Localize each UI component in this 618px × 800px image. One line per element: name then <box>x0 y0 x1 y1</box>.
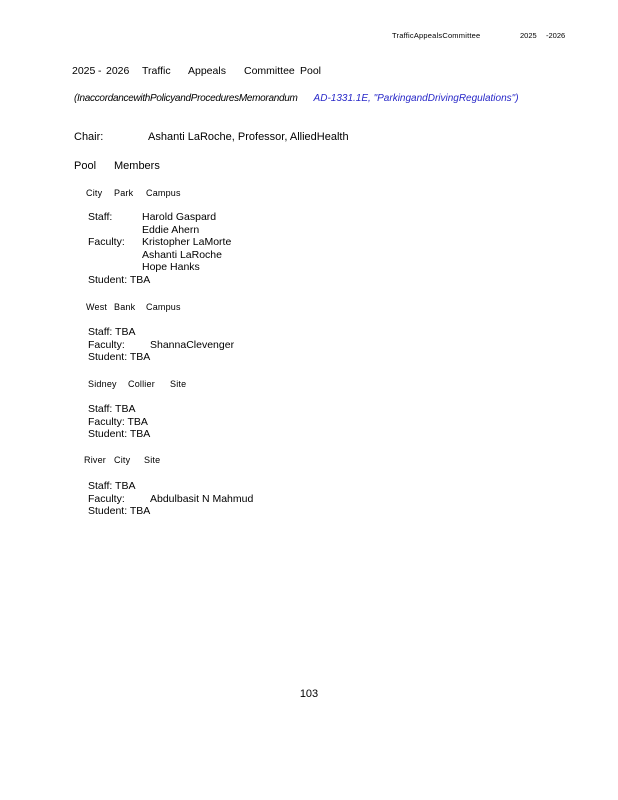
member-name: Eddie Ahern <box>142 223 200 236</box>
member-role-label: Student: TBA <box>88 273 151 286</box>
policy-memo-link[interactable]: AD-1331.1E, "ParkingandDrivingRegulations") <box>313 93 519 104</box>
member-block-river-city <box>88 480 253 518</box>
campus-heading-west-bank <box>86 302 181 312</box>
member-role-label: Student: TBA <box>88 351 151 364</box>
member-name: Ashanti LaRoche <box>142 248 222 261</box>
member-role-label: Staff: TBA <box>88 403 136 415</box>
campus-name-part1: City <box>86 188 103 198</box>
member-name: ShannaClevenger <box>150 338 235 351</box>
member-block-west-bank <box>88 326 234 364</box>
list-item <box>88 211 231 224</box>
running-header-year-end: -2026 <box>546 31 566 40</box>
campus-name-part1: West <box>86 302 108 312</box>
title-year-end: 2026 <box>106 65 130 77</box>
title-word-traffic: Traffic <box>142 65 171 77</box>
campus-name-part1: Sidney <box>88 379 117 389</box>
member-role-label: Staff: <box>88 211 113 223</box>
running-header-title: TrafficAppealsCommittee <box>392 31 481 40</box>
member-role-label: Faculty: <box>88 492 125 505</box>
member-name: Abdulbasit N Mahmud <box>150 492 254 505</box>
campus-name-part3: Campus <box>146 302 181 312</box>
list-item <box>88 351 234 364</box>
member-role-label: Staff: TBA <box>88 480 136 492</box>
member-role-label: Faculty: <box>88 236 125 249</box>
member-name: Kristopher LaMorte <box>142 236 232 249</box>
list-item <box>88 339 234 352</box>
policy-memo-text: (InaccordancewithPolicyandProceduresMemorandum <box>74 93 298 104</box>
member-name: Hope Hanks <box>142 261 200 274</box>
campus-name-part2: Park <box>114 188 134 198</box>
campus-name-part1: River <box>84 455 107 465</box>
list-item <box>88 416 150 429</box>
campus-name-part2: Collier <box>128 379 155 389</box>
title-year-start: 2025 <box>72 65 96 77</box>
list-item <box>88 236 231 249</box>
running-header <box>0 31 618 45</box>
list-item <box>88 274 231 287</box>
list-item <box>88 480 253 493</box>
list-item <box>88 505 253 518</box>
campus-name-part3: Campus <box>146 188 181 198</box>
member-role-label: Faculty: TBA <box>88 415 148 428</box>
chair-row <box>74 131 349 143</box>
list-item <box>88 224 231 237</box>
pool-heading-word-members: Members <box>114 160 160 172</box>
list-item <box>88 261 231 274</box>
pool-heading-word-pool: Pool <box>74 160 97 172</box>
campus-heading-city-park <box>86 188 181 198</box>
member-role-label: Student: TBA <box>88 505 151 518</box>
title-word-pool: Pool <box>300 65 322 77</box>
member-role-label: Staff: TBA <box>88 326 136 338</box>
member-name: Harold Gaspard <box>142 211 217 223</box>
list-item <box>88 493 253 506</box>
policy-memo-line <box>74 93 594 104</box>
pool-members-heading <box>74 160 160 172</box>
page-title <box>72 65 552 77</box>
list-item <box>88 403 150 416</box>
campus-heading-river-city <box>84 455 160 465</box>
campus-name-part3: Site <box>144 455 161 465</box>
page-number: 103 <box>299 688 319 700</box>
title-word-appeals: Appeals <box>188 65 226 77</box>
campus-name-part2: Bank <box>114 302 136 312</box>
member-block-sidney-collier <box>88 403 150 441</box>
title-word-committee: Committee <box>244 65 295 77</box>
member-role-label: Student: TBA <box>88 428 151 441</box>
list-item <box>88 249 231 262</box>
campus-name-part2: City <box>114 455 131 465</box>
chair-label: Chair: <box>74 131 104 143</box>
running-header-year-start: 2025 <box>520 31 537 40</box>
chair-name: Ashanti LaRoche, Professor, AlliedHealth <box>148 131 349 143</box>
campus-heading-sidney-collier <box>88 379 186 389</box>
member-role-label: Faculty: <box>88 338 125 351</box>
list-item <box>88 326 234 339</box>
list-item <box>88 428 150 441</box>
member-block-city-park <box>88 211 231 287</box>
title-dash: - <box>98 65 102 77</box>
campus-name-part3: Site <box>170 379 187 389</box>
